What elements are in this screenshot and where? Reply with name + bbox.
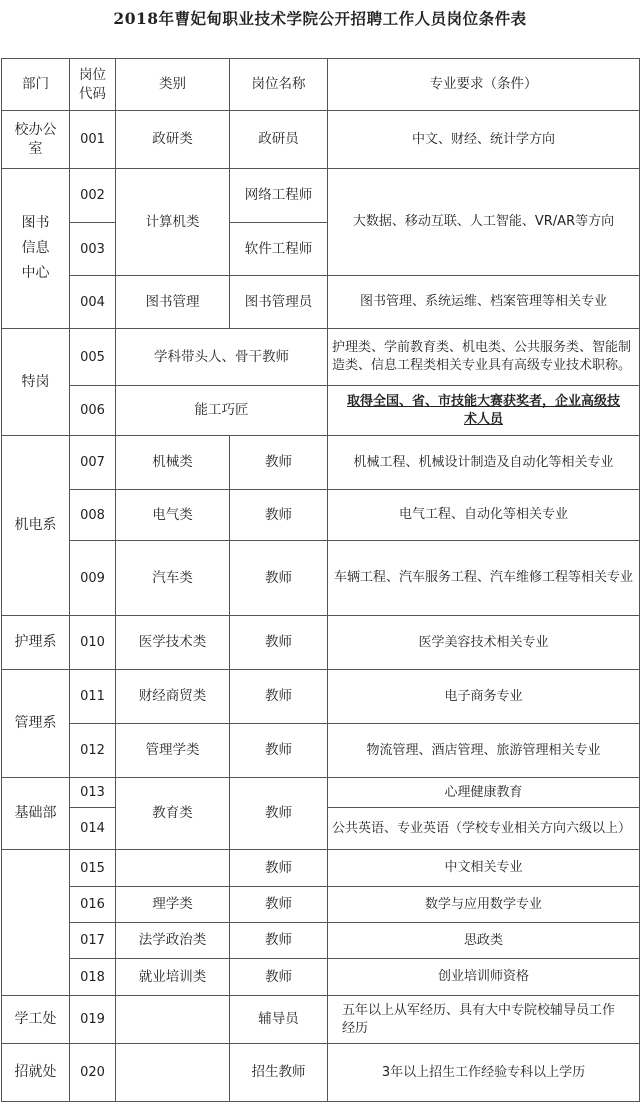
requirement-cell: 公共英语、专业英语（学校专业相关方向六级以上） bbox=[328, 808, 640, 850]
table-row bbox=[2, 850, 640, 887]
post-code: 002 bbox=[70, 169, 116, 223]
post-name: 招生教师 bbox=[230, 1044, 328, 1102]
dept-cell: 基础部 bbox=[2, 778, 70, 850]
category-cell: 图书管理 bbox=[116, 276, 230, 329]
post-code: 014 bbox=[70, 808, 116, 850]
table-row bbox=[2, 386, 640, 436]
dept-cell: 机电系 bbox=[2, 436, 70, 616]
requirement-cell: 车辆工程、汽车服务工程、汽车维修工程等相关专业 bbox=[328, 541, 640, 616]
table-row bbox=[2, 778, 640, 808]
requirement-cell: 图书管理、系统运维、档案管理等相关专业 bbox=[328, 276, 640, 329]
requirement-cell: 五年以上从军经历、具有大中专院校辅导员工作经历 bbox=[328, 996, 640, 1044]
post-code: 011 bbox=[70, 670, 116, 724]
post-name: 教师 bbox=[230, 923, 328, 959]
post-code: 008 bbox=[70, 490, 116, 541]
requirement-cell: 心理健康教育 bbox=[328, 778, 640, 808]
requirement-cell: 中文、财经、统计学方向 bbox=[328, 111, 640, 169]
dept-cell: 校办公室 bbox=[2, 111, 70, 169]
requirement-cell: 创业培训师资格 bbox=[328, 959, 640, 996]
table-row bbox=[2, 923, 640, 959]
category-cell: 计算机类 bbox=[116, 169, 230, 276]
post-name: 辅导员 bbox=[230, 996, 328, 1044]
category-cell: 机械类 bbox=[116, 436, 230, 490]
post-name: 教师 bbox=[230, 490, 328, 541]
dept-cell: 学工处 bbox=[2, 996, 70, 1044]
table-row bbox=[2, 724, 640, 778]
post-name: 教师 bbox=[230, 541, 328, 616]
header-category: 类别 bbox=[116, 59, 230, 111]
post-code: 019 bbox=[70, 996, 116, 1044]
category-cell bbox=[116, 1044, 230, 1102]
post-code: 010 bbox=[70, 616, 116, 670]
requirement-cell: 医学美容技术相关专业 bbox=[328, 616, 640, 670]
post-name: 教师 bbox=[230, 436, 328, 490]
category-cell: 教育类 bbox=[116, 778, 230, 850]
table-row bbox=[2, 616, 640, 670]
dept-cell: 招就处 bbox=[2, 1044, 70, 1102]
requirement-cell: 中文相关专业 bbox=[328, 850, 640, 887]
table-header-row bbox=[2, 59, 640, 111]
page-title: 2018年曹妃甸职业技术学院公开招聘工作人员岗位条件表 bbox=[113, 9, 527, 28]
post-code: 007 bbox=[70, 436, 116, 490]
dept-cell-empty bbox=[2, 850, 70, 996]
post-name: 教师 bbox=[230, 850, 328, 887]
post-code: 006 bbox=[70, 386, 116, 436]
header-code: 岗位代码 bbox=[70, 59, 116, 111]
post-name: 教师 bbox=[230, 887, 328, 923]
table-row bbox=[2, 169, 640, 223]
header-post: 岗位名称 bbox=[230, 59, 328, 111]
category-cell bbox=[116, 850, 230, 887]
dept-cell: 护理系 bbox=[2, 616, 70, 670]
header-dept: 部门 bbox=[2, 59, 70, 111]
post-code: 016 bbox=[70, 887, 116, 923]
requirement-cell: 电子商务专业 bbox=[328, 670, 640, 724]
post-code: 005 bbox=[70, 329, 116, 386]
post-name: 教师 bbox=[230, 959, 328, 996]
requirement-cell: 思政类 bbox=[328, 923, 640, 959]
category-cell: 财经商贸类 bbox=[116, 670, 230, 724]
category-cell: 医学技术类 bbox=[116, 616, 230, 670]
table-row bbox=[2, 1044, 640, 1102]
post-name: 教师 bbox=[230, 778, 328, 850]
dept-cell: 特岗 bbox=[2, 329, 70, 436]
post-code: 013 bbox=[70, 778, 116, 808]
category-cell: 学科带头人、骨干教师 bbox=[116, 329, 328, 386]
post-name: 网络工程师 bbox=[230, 169, 328, 223]
post-code: 012 bbox=[70, 724, 116, 778]
post-code: 004 bbox=[70, 276, 116, 329]
category-cell bbox=[116, 996, 230, 1044]
post-name: 教师 bbox=[230, 670, 328, 724]
post-code: 009 bbox=[70, 541, 116, 616]
requirement-cell: 3年以上招生工作经验专科以上学历 bbox=[328, 1044, 640, 1102]
category-cell: 电气类 bbox=[116, 490, 230, 541]
table-row bbox=[2, 996, 640, 1044]
post-name: 教师 bbox=[230, 724, 328, 778]
post-code: 001 bbox=[70, 111, 116, 169]
table-row bbox=[2, 959, 640, 996]
requirement-cell: 电气工程、自动化等相关专业 bbox=[328, 490, 640, 541]
dept-cell: 管理系 bbox=[2, 670, 70, 778]
table-row bbox=[2, 329, 640, 386]
post-name: 政研员 bbox=[230, 111, 328, 169]
table-row bbox=[2, 436, 640, 490]
category-cell: 政研类 bbox=[116, 111, 230, 169]
table-row bbox=[2, 490, 640, 541]
requirement-cell: 物流管理、酒店管理、旅游管理相关专业 bbox=[328, 724, 640, 778]
requirement-cell: 数学与应用数学专业 bbox=[328, 887, 640, 923]
table-row bbox=[2, 541, 640, 616]
category-cell: 能工巧匠 bbox=[116, 386, 328, 436]
header-requirements: 专业要求（条件） bbox=[328, 59, 640, 111]
post-name: 图书管理员 bbox=[230, 276, 328, 329]
post-name: 软件工程师 bbox=[230, 223, 328, 276]
dept-cell: 图书信息中心 bbox=[2, 169, 70, 329]
post-code: 020 bbox=[70, 1044, 116, 1102]
post-code: 018 bbox=[70, 959, 116, 996]
post-code: 015 bbox=[70, 850, 116, 887]
job-conditions-table bbox=[1, 58, 640, 1102]
category-cell: 汽车类 bbox=[116, 541, 230, 616]
post-name: 教师 bbox=[230, 616, 328, 670]
table-row bbox=[2, 887, 640, 923]
table-row bbox=[2, 670, 640, 724]
requirement-cell: 大数据、移动互联、人工智能、VR/AR等方向 bbox=[328, 169, 640, 276]
category-cell: 管理学类 bbox=[116, 724, 230, 778]
requirement-cell: 取得全国、省、市技能大赛获奖者，企业高级技术人员 bbox=[328, 386, 640, 436]
category-cell: 法学政治类 bbox=[116, 923, 230, 959]
table-row bbox=[2, 276, 640, 329]
post-code: 017 bbox=[70, 923, 116, 959]
requirement-cell: 护理类、学前教育类、机电类、公共服务类、智能制造类、信息工程类相关专业具有高级专业技术职称。 bbox=[328, 329, 640, 386]
category-cell: 就业培训类 bbox=[116, 959, 230, 996]
requirement-cell: 机械工程、机械设计制造及自动化等相关专业 bbox=[328, 436, 640, 490]
category-cell: 理学类 bbox=[116, 887, 230, 923]
post-code: 003 bbox=[70, 223, 116, 276]
table-row bbox=[2, 111, 640, 169]
